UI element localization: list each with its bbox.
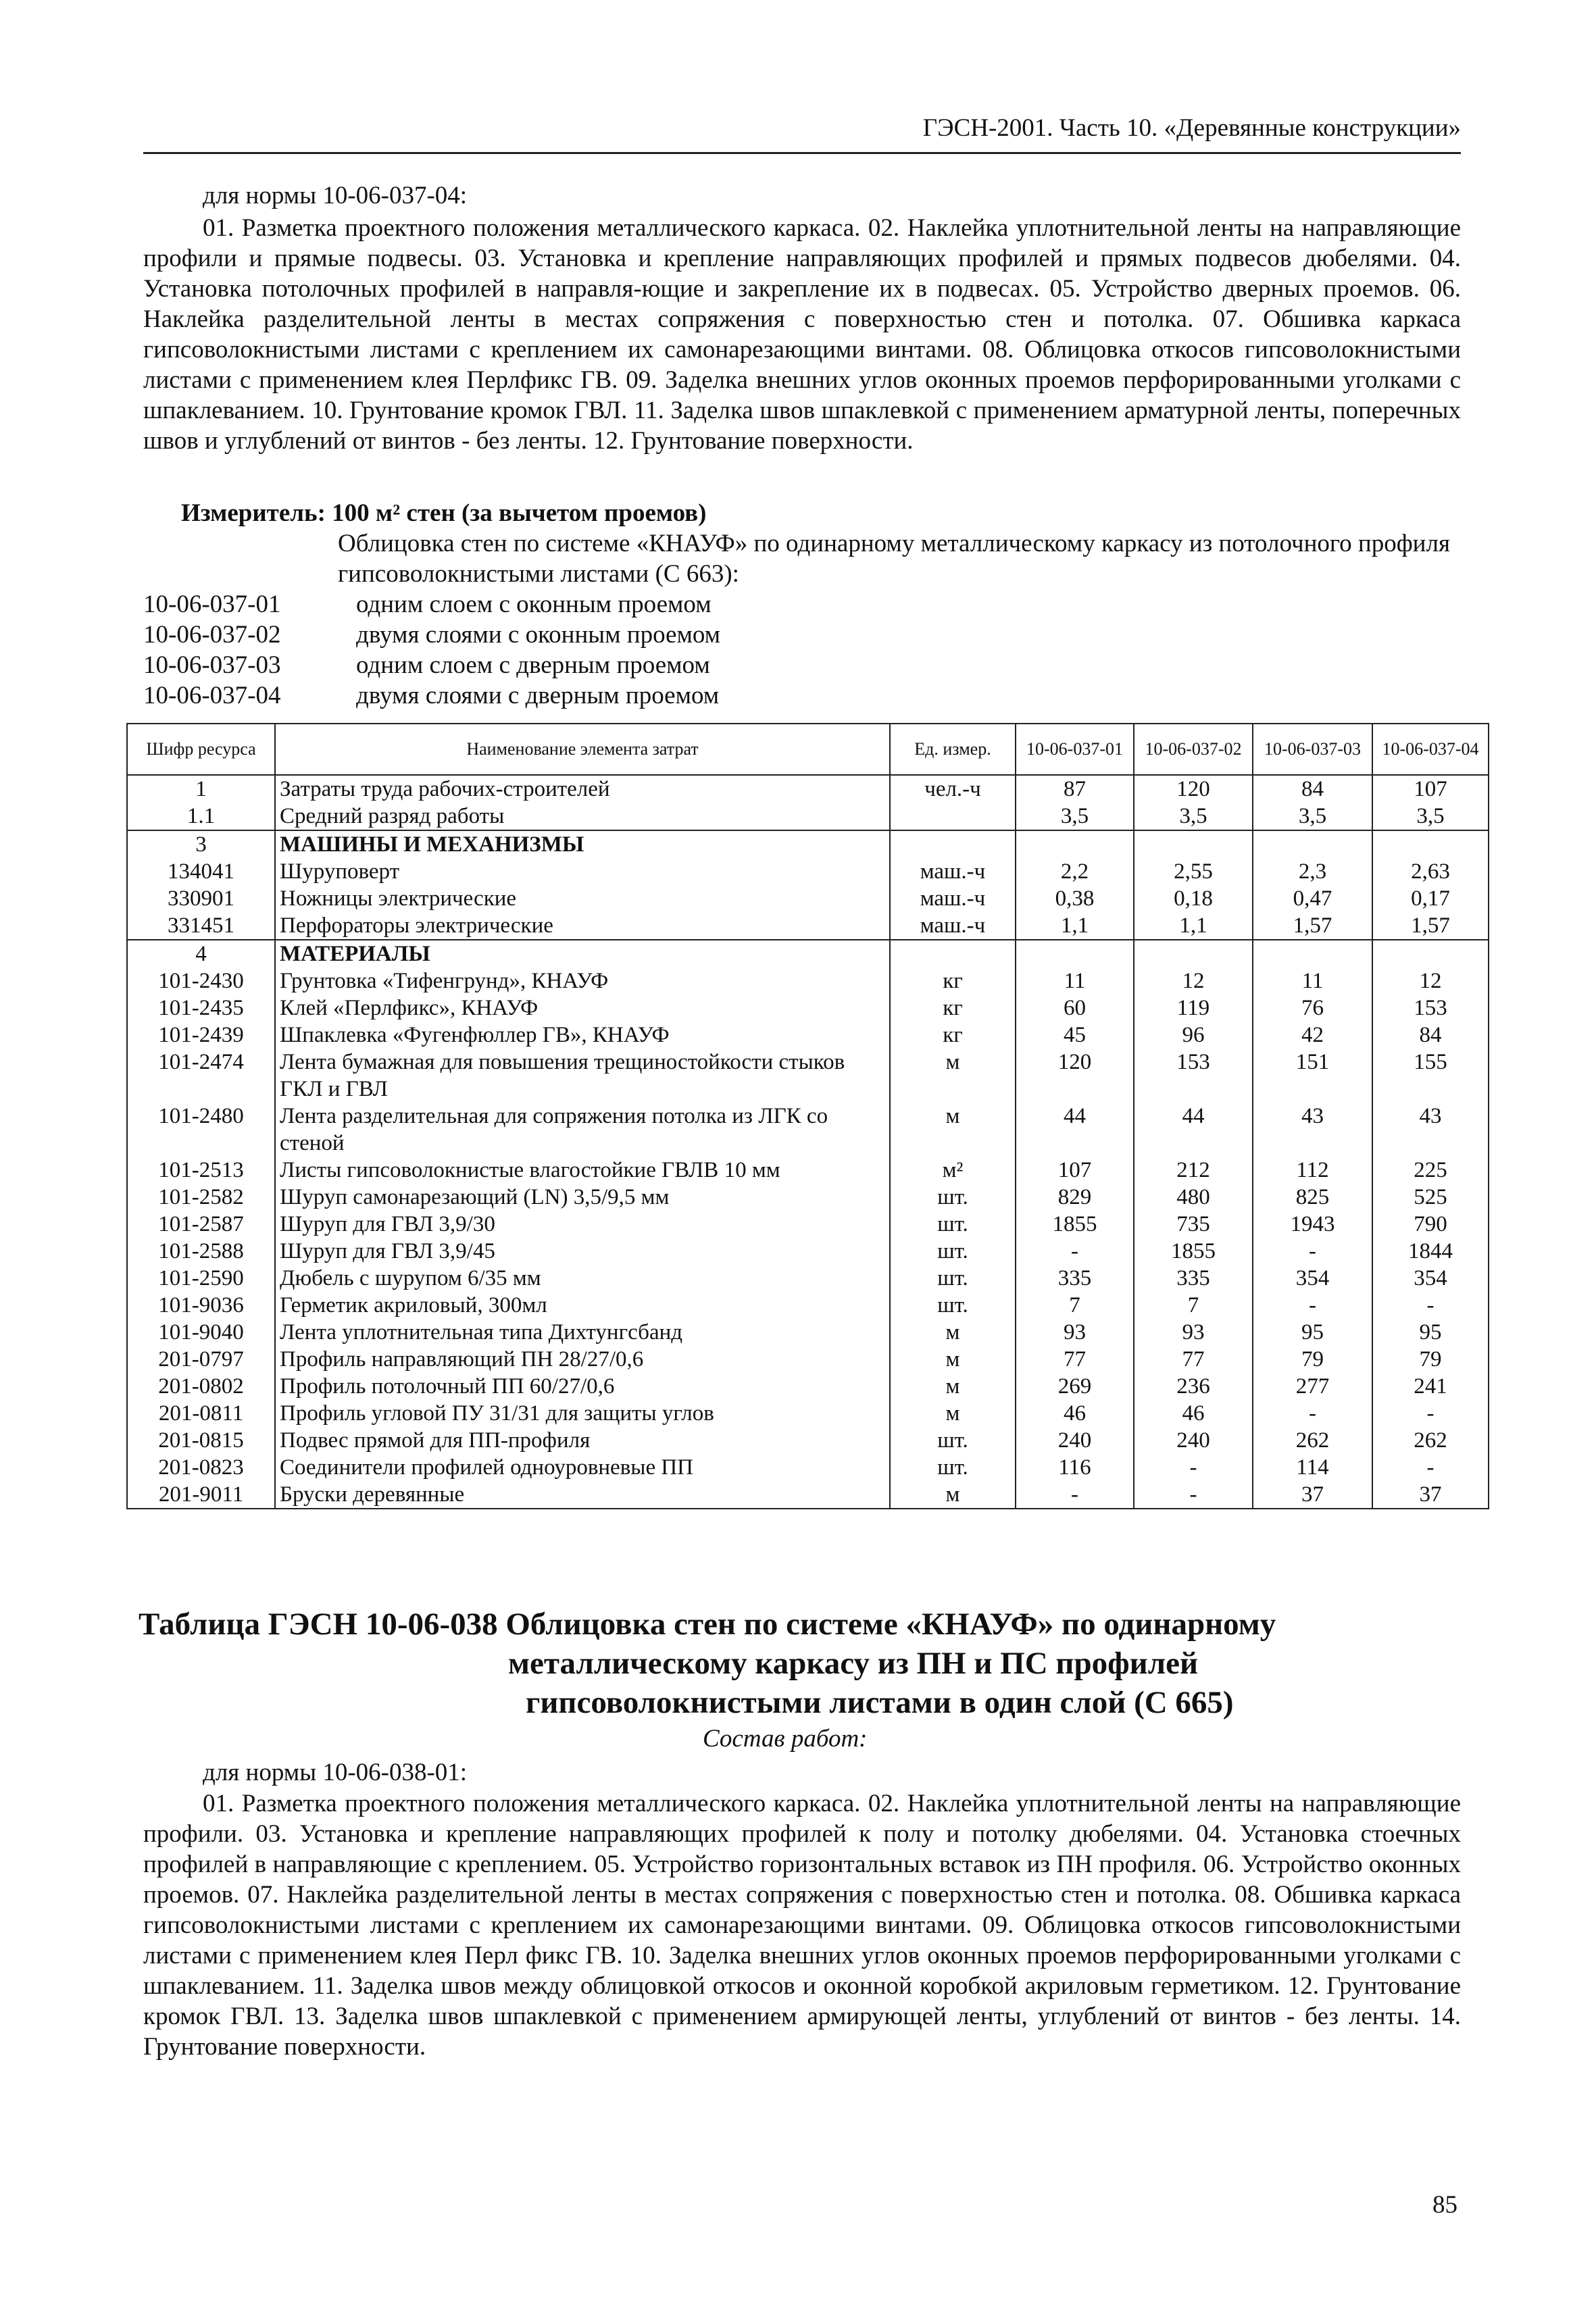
norm-code: 10-06-037-01: [143, 590, 281, 618]
norm-value-4: 1,57: [1372, 912, 1489, 940]
norm-value-3: 3,5: [1253, 803, 1372, 830]
norm-value-2: 735: [1134, 1211, 1253, 1238]
resource-unit: маш.-ч: [890, 885, 1016, 912]
resource-unit: м: [890, 1049, 1016, 1103]
resource-code: 101-9040: [127, 1319, 275, 1346]
header-norm-4: 10-06-037-04: [1372, 724, 1489, 775]
table-row: [127, 1481, 1489, 1509]
norm-code-rows: [143, 589, 720, 711]
resource-name: Лента бумажная для повышения трещиностойкости стыков ГКЛ и ГВЛ: [275, 1049, 890, 1103]
resource-name: Бруски деревянные: [275, 1481, 890, 1509]
norm-code: 10-06-037-02: [143, 621, 281, 649]
resource-name: Ножницы электрические: [275, 885, 890, 912]
header-unit: Ед. измер.: [890, 724, 1016, 775]
table-row: [127, 1373, 1489, 1400]
norm-value-3: 1943: [1253, 1211, 1372, 1238]
resource-unit: м: [890, 1481, 1016, 1509]
resource-code: 101-2430: [127, 967, 275, 995]
norm-value-2: 335: [1134, 1265, 1253, 1292]
resource-code: 101-2513: [127, 1157, 275, 1184]
resource-name: Шуруп для ГВЛ 3,9/30: [275, 1211, 890, 1238]
norm-value-1: [1016, 940, 1134, 967]
norm-value-1: 1855: [1016, 1211, 1134, 1238]
table-row: [127, 1103, 1489, 1157]
resource-name: Средний разряд работы: [275, 803, 890, 830]
resource-unit: шт.: [890, 1238, 1016, 1265]
norm-value-4: 12: [1372, 967, 1489, 995]
norm-value-4: 790: [1372, 1211, 1489, 1238]
work-composition-2: 01. Разметка проектного положения металлического каркаса. 02. Наклейка уплотнительной ленты на направляющие профили. 03. Установка и крепление направляющих профилей к полу и потолку дюбелями. 04. Установка стоечных профилей в направляющие с креплением. 05. Устройство горизонтальных вставок из ПН профиля. 06. Устройство оконных проемов. 07. Наклейка разделительной ленты в местах сопряжения с поверхностью стен и потолка. 08. Обшивка каркаса гипсоволокнистыми листами с креплением их самонарезающими винтами. 09. Облицовка откосов гипсоволокнистыми листами с применением клея Перл фикс ГВ. 10. Заделка внешних углов оконных проемов перфорированными уголками с шпаклеванием. 11. Заделка швов между облицовкой откосов и оконной коробкой акриловым герметиком. 12. Грунтование кромок ГВЛ. 13. Заделка швов шпаклевкой с применением армирующей ленты, углублений от винтов - без ленты. 14. Грунтование поверхности.: [143, 1790, 1461, 2061]
norm-value-2: 93: [1134, 1319, 1253, 1346]
norm-value-1: 107: [1016, 1157, 1134, 1184]
norm-label-1: для нормы 10-06-037-04:: [203, 182, 468, 209]
work-composition-heading: Состав работ:: [703, 1725, 868, 1753]
resource-table-wrap: [126, 723, 1489, 1509]
norm-value-3: [1253, 830, 1372, 858]
resource-code: 1: [127, 775, 275, 803]
norm-value-2: 2,55: [1134, 858, 1253, 885]
table-row: [127, 967, 1489, 995]
table-title-line-2: металлическому каркасу из ПН и ПС профилей: [508, 1646, 1199, 1681]
norm-value-3: 43: [1253, 1103, 1372, 1157]
resource-name: Клей «Перлфикс», КНАУФ: [275, 995, 890, 1022]
norm-value-1: 45: [1016, 1022, 1134, 1049]
header-norm-1: 10-06-037-01: [1016, 724, 1134, 775]
table-row: [127, 1238, 1489, 1265]
norm-value-3: 79: [1253, 1346, 1372, 1373]
resource-code: 201-0797: [127, 1346, 275, 1373]
norm-value-1: 2,2: [1016, 858, 1134, 885]
resource-code: 201-0811: [127, 1400, 275, 1427]
resource-unit: м: [890, 1400, 1016, 1427]
table-row: [127, 1319, 1489, 1346]
norm-value-3: 2,3: [1253, 858, 1372, 885]
page-number: 85: [1432, 2191, 1457, 2219]
norm-code-table: [143, 589, 720, 711]
resource-unit: м: [890, 1346, 1016, 1373]
norm-code-description: двумя слоями с дверным проемом: [356, 682, 720, 709]
norm-value-2: 7: [1134, 1292, 1253, 1319]
resource-unit: шт.: [890, 1265, 1016, 1292]
work-composition-1: 01. Разметка проектного положения металлического каркаса. 02. Наклейка уплотнительной ленты на направляющие профили и прямые подвесы. 03. Установка и крепление направляющих профилей и прямых подвесов дюбелями. 04. Установка потолочных профилей в направля-ющие и закрепление их в подвесах. 05. Устройство дверных проемов. 06. Наклейка разделительной ленты в местах сопряжения с поверхностью стен и потолка. 07. Обшивка каркаса гипсоволокнистыми листами с креплением их самонарезающими винтами. 08. Облицовка откосов гипсоволокнистыми листами с применением клея Перлфикс ГВ. 09. Заделка внешних углов оконных проемов перфорированными уголками с шпаклеванием. 10. Грунтование кромок ГВЛ. 11. Заделка швов шпаклевкой с применением арматурной ленты, поперечных швов и углублений от винтов - без ленты. 12. Грунтование поверхности.: [143, 214, 1461, 455]
norm-code-description: одним слоем с дверным проемом: [356, 651, 710, 679]
header-rule: [143, 152, 1461, 154]
table-row: [127, 1427, 1489, 1454]
norm-value-1: -: [1016, 1238, 1134, 1265]
table-row: [127, 885, 1489, 912]
resource-name: Шуруп самонарезающий (LN) 3,5/9,5 мм: [275, 1184, 890, 1211]
norm-value-1: 11: [1016, 967, 1134, 995]
resource-name: Лента уплотнительная типа Дихтунгсбанд: [275, 1319, 890, 1346]
norm-value-3: 277: [1253, 1373, 1372, 1400]
resource-code: 3: [127, 830, 275, 858]
norm-code-description: одним слоем с оконным проемом: [356, 590, 712, 618]
norm-value-4: 2,63: [1372, 858, 1489, 885]
norm-value-1: 46: [1016, 1400, 1134, 1427]
resource-name: Грунтовка «Тифенгрунд», КНАУФ: [275, 967, 890, 995]
table-row: [127, 1184, 1489, 1211]
table-row: [127, 1157, 1489, 1184]
resource-name: Лента разделительная для сопряжения потолка из ЛГК со стеной: [275, 1103, 890, 1157]
resource-unit: кг: [890, 967, 1016, 995]
resource-code: 101-2439: [127, 1022, 275, 1049]
norm-value-4: 155: [1372, 1049, 1489, 1103]
resource-name: Затраты труда рабочих-строителей: [275, 775, 890, 803]
norm-label-2: для нормы 10-06-038-01:: [203, 1759, 468, 1786]
norm-code: 10-06-037-03: [143, 651, 281, 679]
resource-unit: [890, 830, 1016, 858]
resource-name: Дюбель с шурупом 6/35 мм: [275, 1265, 890, 1292]
norm-value-1: 77: [1016, 1346, 1134, 1373]
table-title-line-1: Таблица ГЭСН 10-06-038 Облицовка стен по системе «КНАУФ» по одинарному: [139, 1607, 1276, 1642]
resource-unit: шт.: [890, 1454, 1016, 1481]
resource-unit: кг: [890, 995, 1016, 1022]
table-row: [127, 775, 1489, 803]
resource-table-head: [127, 724, 1489, 775]
norm-value-3: 37: [1253, 1481, 1372, 1509]
norm-value-3: 1,57: [1253, 912, 1372, 940]
resource-name: Соединители профилей одноуровневые ПП: [275, 1454, 890, 1481]
running-header: ГЭСН-2001. Часть 10. «Деревянные конструкции»: [922, 114, 1461, 142]
resource-name: Шуруповерт: [275, 858, 890, 885]
norm-value-1: [1016, 830, 1134, 858]
resource-unit: шт.: [890, 1211, 1016, 1238]
norm-code-list: [143, 589, 720, 711]
resource-code: 101-2587: [127, 1211, 275, 1238]
norm-value-2: 1,1: [1134, 912, 1253, 940]
norm-value-1: 0,38: [1016, 885, 1134, 912]
norm-value-4: 84: [1372, 1022, 1489, 1049]
resource-unit: м: [890, 1373, 1016, 1400]
norm-value-1: 269: [1016, 1373, 1134, 1400]
norm-code-description: двумя слоями с оконным проемом: [356, 621, 721, 649]
norm-value-2: 236: [1134, 1373, 1253, 1400]
norm-value-3: -: [1253, 1400, 1372, 1427]
resource-code: 134041: [127, 858, 275, 885]
resource-code: 4: [127, 940, 275, 967]
resource-name: МАТЕРИАЛЫ: [275, 940, 890, 967]
resource-name: Листы гипсоволокнистые влагостойкие ГВЛВ 10 мм: [275, 1157, 890, 1184]
resource-code: 101-2480: [127, 1103, 275, 1157]
resource-unit: [890, 940, 1016, 967]
header-norm-2: 10-06-037-02: [1134, 724, 1253, 775]
norm-value-2: 119: [1134, 995, 1253, 1022]
norm-value-4: -: [1372, 1292, 1489, 1319]
resource-name: МАШИНЫ И МЕХАНИЗМЫ: [275, 830, 890, 858]
norm-value-1: -: [1016, 1481, 1134, 1509]
norm-value-2: 0,18: [1134, 885, 1253, 912]
table-row: [127, 1346, 1489, 1373]
norm-value-2: 212: [1134, 1157, 1253, 1184]
norm-value-4: 262: [1372, 1427, 1489, 1454]
norm-value-4: -: [1372, 1400, 1489, 1427]
norm-value-3: -: [1253, 1292, 1372, 1319]
norm-value-4: 225: [1372, 1157, 1489, 1184]
resource-code: 101-2474: [127, 1049, 275, 1103]
norm-value-4: [1372, 830, 1489, 858]
resource-name: Герметик акриловый, 300мл: [275, 1292, 890, 1319]
resource-name: Шуруп для ГВЛ 3,9/45: [275, 1238, 890, 1265]
resource-table: [126, 723, 1489, 1509]
table-row: [127, 1049, 1489, 1103]
norm-value-1: 120: [1016, 1049, 1134, 1103]
resource-unit: кг: [890, 1022, 1016, 1049]
table-title-line-3: гипсоволокнистыми листами в один слой (С 665): [526, 1685, 1234, 1720]
norm-value-2: 77: [1134, 1346, 1253, 1373]
resource-unit: маш.-ч: [890, 912, 1016, 940]
resource-code: 201-0815: [127, 1427, 275, 1454]
norm-value-3: -: [1253, 1238, 1372, 1265]
norm-value-2: 3,5: [1134, 803, 1253, 830]
norm-value-4: 354: [1372, 1265, 1489, 1292]
table-row: [127, 1022, 1489, 1049]
norm-value-3: 11: [1253, 967, 1372, 995]
resource-unit: м: [890, 1319, 1016, 1346]
resource-code: 201-9011: [127, 1481, 275, 1509]
norm-value-2: 96: [1134, 1022, 1253, 1049]
norm-value-2: 120: [1134, 775, 1253, 803]
resource-unit: шт.: [890, 1184, 1016, 1211]
norm-value-2: 1855: [1134, 1238, 1253, 1265]
table-row: [127, 995, 1489, 1022]
norm-value-1: 240: [1016, 1427, 1134, 1454]
norm-value-1: 3,5: [1016, 803, 1134, 830]
norm-code: 10-06-037-04: [143, 682, 281, 709]
resource-unit: маш.-ч: [890, 858, 1016, 885]
norm-value-3: [1253, 940, 1372, 967]
resource-name: Шпаклевка «Фугенфюллер ГВ», КНАУФ: [275, 1022, 890, 1049]
resource-code: 101-2582: [127, 1184, 275, 1211]
resource-unit: шт.: [890, 1292, 1016, 1319]
norm-value-1: 7: [1016, 1292, 1134, 1319]
norm-value-1: 1,1: [1016, 912, 1134, 940]
resource-table-body: [127, 775, 1489, 1509]
norm-description: Облицовка стен по системе «КНАУФ» по одинарному металлическому каркасу из потолочного профиля гипсоволокнистыми листами (С 663):: [338, 530, 1450, 588]
norm-value-3: 354: [1253, 1265, 1372, 1292]
norm-value-2: -: [1134, 1454, 1253, 1481]
resource-code: 201-0823: [127, 1454, 275, 1481]
resource-code: 101-9036: [127, 1292, 275, 1319]
resource-code: 331451: [127, 912, 275, 940]
table-row: [127, 830, 1489, 858]
norm-value-3: 0,47: [1253, 885, 1372, 912]
norm-code-row: [143, 650, 720, 680]
resource-unit: м: [890, 1103, 1016, 1157]
norm-value-2: [1134, 940, 1253, 967]
norm-value-1: 829: [1016, 1184, 1134, 1211]
resource-unit: [890, 803, 1016, 830]
norm-value-2: 46: [1134, 1400, 1253, 1427]
resource-code: 1.1: [127, 803, 275, 830]
norm-value-2: -: [1134, 1481, 1253, 1509]
header-code: Шифр ресурса: [127, 724, 275, 775]
resource-code: 101-2588: [127, 1238, 275, 1265]
norm-value-3: 42: [1253, 1022, 1372, 1049]
norm-value-3: 114: [1253, 1454, 1372, 1481]
norm-code-row: [143, 680, 720, 711]
resource-name: Профиль потолочный ПП 60/27/0,6: [275, 1373, 890, 1400]
norm-value-3: 151: [1253, 1049, 1372, 1103]
resource-unit: м²: [890, 1157, 1016, 1184]
norm-value-3: 76: [1253, 995, 1372, 1022]
norm-value-1: 116: [1016, 1454, 1134, 1481]
table-row: [127, 1211, 1489, 1238]
resource-code: 101-2590: [127, 1265, 275, 1292]
norm-value-3: 262: [1253, 1427, 1372, 1454]
resource-unit: шт.: [890, 1427, 1016, 1454]
norm-value-3: 84: [1253, 775, 1372, 803]
norm-value-3: 112: [1253, 1157, 1372, 1184]
norm-value-4: 107: [1372, 775, 1489, 803]
norm-value-2: 12: [1134, 967, 1253, 995]
resource-code: 201-0802: [127, 1373, 275, 1400]
resource-name: Профиль направляющий ПН 28/27/0,6: [275, 1346, 890, 1373]
norm-code-row: [143, 620, 720, 650]
resource-name: Перфораторы электрические: [275, 912, 890, 940]
norm-value-4: 95: [1372, 1319, 1489, 1346]
table-row: [127, 1265, 1489, 1292]
measure-unit: Измеритель: 100 м² стен (за вычетом проемов): [181, 499, 707, 527]
norm-value-4: 43: [1372, 1103, 1489, 1157]
norm-value-4: [1372, 940, 1489, 967]
norm-value-1: 93: [1016, 1319, 1134, 1346]
table-row: [127, 858, 1489, 885]
norm-value-2: [1134, 830, 1253, 858]
norm-value-3: 95: [1253, 1319, 1372, 1346]
resource-code: 330901: [127, 885, 275, 912]
resource-unit: чел.-ч: [890, 775, 1016, 803]
header-norm-3: 10-06-037-03: [1253, 724, 1372, 775]
norm-value-4: 525: [1372, 1184, 1489, 1211]
norm-value-4: 3,5: [1372, 803, 1489, 830]
norm-value-4: 241: [1372, 1373, 1489, 1400]
norm-value-1: 87: [1016, 775, 1134, 803]
norm-value-4: 37: [1372, 1481, 1489, 1509]
norm-value-2: 240: [1134, 1427, 1253, 1454]
table-row: [127, 803, 1489, 830]
table-row: [127, 1400, 1489, 1427]
norm-value-4: 0,17: [1372, 885, 1489, 912]
table-row: [127, 1454, 1489, 1481]
table-row: [127, 912, 1489, 940]
table-row: [127, 1292, 1489, 1319]
norm-value-4: 1844: [1372, 1238, 1489, 1265]
norm-value-3: 825: [1253, 1184, 1372, 1211]
resource-name: Подвес прямой для ПП-профиля: [275, 1427, 890, 1454]
norm-value-2: 480: [1134, 1184, 1253, 1211]
norm-value-1: 44: [1016, 1103, 1134, 1157]
table-row: [127, 940, 1489, 967]
norm-value-1: 335: [1016, 1265, 1134, 1292]
norm-value-1: 60: [1016, 995, 1134, 1022]
norm-value-2: 44: [1134, 1103, 1253, 1157]
resource-code: 101-2435: [127, 995, 275, 1022]
header-name: Наименование элемента затрат: [275, 724, 890, 775]
norm-code-row: [143, 589, 720, 620]
norm-value-4: 153: [1372, 995, 1489, 1022]
norm-value-2: 153: [1134, 1049, 1253, 1103]
norm-value-4: -: [1372, 1454, 1489, 1481]
norm-value-4: 79: [1372, 1346, 1489, 1373]
resource-name: Профиль угловой ПУ 31/31 для защиты углов: [275, 1400, 890, 1427]
